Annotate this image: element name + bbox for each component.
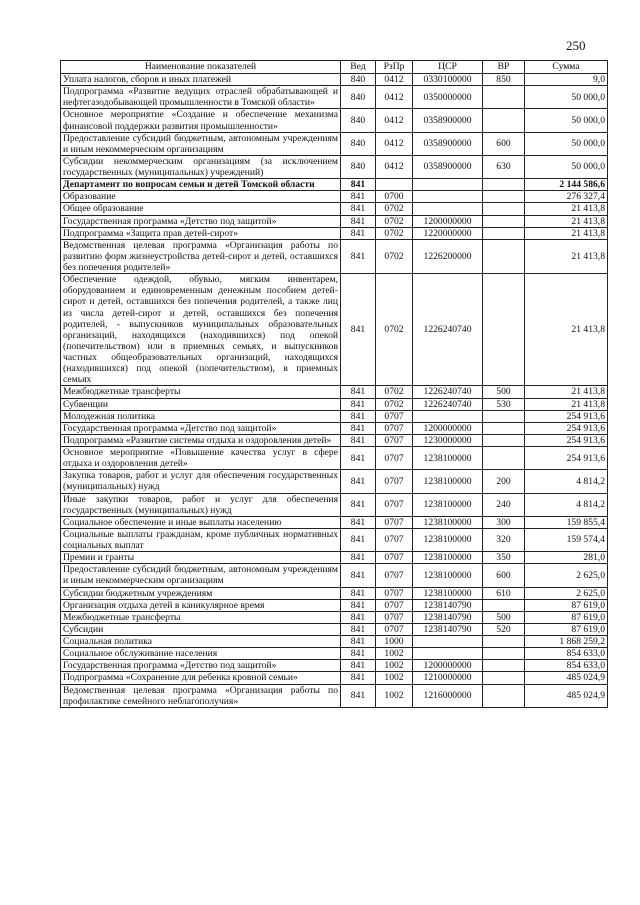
table-row [61, 493, 608, 516]
cell-csr: 1238100000 [413, 447, 483, 470]
cell-ved: 841 [341, 227, 376, 239]
cell-sum: 50 000,0 [525, 132, 608, 155]
cell-ved: 841 [341, 470, 376, 493]
cell-ved: 841 [341, 599, 376, 611]
cell-ved: 841 [341, 434, 376, 446]
table-row [61, 239, 608, 273]
cell-rzpr: 0702 [376, 386, 413, 398]
cell-vr [483, 109, 525, 132]
cell-name: Социальные выплаты гражданам, кроме публичных нормативных социальных выплат [61, 528, 341, 551]
cell-rzpr: 0707 [376, 434, 413, 446]
cell-vr: 500 [483, 386, 525, 398]
cell-ved: 841 [341, 528, 376, 551]
cell-csr [413, 191, 483, 203]
cell-csr: 1226200000 [413, 239, 483, 273]
cell-sum: 2 625,0 [525, 564, 608, 587]
cell-name: Иные закупки товаров, работ и услуг для обеспечения государственных (муниципальных) нужд [61, 493, 341, 516]
table-row [61, 516, 608, 528]
cell-vr [483, 599, 525, 611]
cell-rzpr: 0412 [376, 86, 413, 109]
cell-rzpr: 0702 [376, 203, 413, 215]
cell-csr: 0358900000 [413, 109, 483, 132]
table-row [61, 470, 608, 493]
cell-name: Межбюджетные трансферты [61, 386, 341, 398]
cell-sum: 254 913,6 [525, 434, 608, 446]
table-row [61, 447, 608, 470]
table-row [61, 86, 608, 109]
cell-rzpr: 0707 [376, 516, 413, 528]
cell-name: Субсидии некоммерческим организациям (за исключением государственных (муниципальных) учреждений) [61, 155, 341, 178]
cell-sum: 21 413,8 [525, 203, 608, 215]
cell-name: Государственная программа «Детство под защитой» [61, 422, 341, 434]
cell-sum: 9,0 [525, 74, 608, 86]
cell-vr [483, 636, 525, 648]
cell-sum: 281,0 [525, 552, 608, 564]
cell-ved: 841 [341, 623, 376, 635]
cell-csr: 1226240740 [413, 274, 483, 386]
cell-csr [413, 648, 483, 660]
cell-rzpr: 0707 [376, 587, 413, 599]
cell-ved: 840 [341, 109, 376, 132]
cell-vr: 320 [483, 528, 525, 551]
cell-csr: 1238140790 [413, 623, 483, 635]
table-row [61, 410, 608, 422]
header-vr: ВР [483, 61, 525, 74]
table-row [61, 386, 608, 398]
table-row [61, 74, 608, 86]
table-row [61, 227, 608, 239]
table-row [61, 132, 608, 155]
table-row [61, 552, 608, 564]
table-row [61, 109, 608, 132]
cell-name: Подпрограмма «Сохранение для ребенка кровной семьи» [61, 672, 341, 684]
cell-rzpr: 1002 [376, 660, 413, 672]
cell-name: Социальная политика [61, 636, 341, 648]
cell-rzpr: 0707 [376, 599, 413, 611]
cell-sum: 21 413,8 [525, 274, 608, 386]
cell-vr: 600 [483, 564, 525, 587]
cell-rzpr: 0702 [376, 239, 413, 273]
table-row [61, 434, 608, 446]
cell-vr [483, 434, 525, 446]
header-ved: Вед [341, 61, 376, 74]
cell-sum: 2 625,0 [525, 587, 608, 599]
cell-vr [483, 203, 525, 215]
cell-sum: 21 413,8 [525, 239, 608, 273]
cell-csr [413, 636, 483, 648]
cell-vr [483, 422, 525, 434]
cell-sum: 1 868 259,2 [525, 636, 608, 648]
cell-rzpr: 0412 [376, 74, 413, 86]
cell-name: Организация отдыха детей в каникулярное время [61, 599, 341, 611]
cell-name: Субсидии [61, 623, 341, 635]
cell-sum: 50 000,0 [525, 155, 608, 178]
cell-sum: 87 619,0 [525, 623, 608, 635]
cell-rzpr: 0412 [376, 155, 413, 178]
cell-name: Основное мероприятие «Создание и обеспечение механизма финансовой поддержки развития промышленности» [61, 109, 341, 132]
table-row [61, 191, 608, 203]
cell-sum: 50 000,0 [525, 86, 608, 109]
cell-ved: 841 [341, 587, 376, 599]
cell-vr [483, 274, 525, 386]
table-header-row [61, 61, 608, 74]
cell-sum: 485 024,9 [525, 684, 608, 707]
cell-csr: 0358900000 [413, 132, 483, 155]
cell-rzpr: 0412 [376, 109, 413, 132]
cell-ved: 841 [341, 422, 376, 434]
table-row [61, 648, 608, 660]
cell-rzpr: 0707 [376, 422, 413, 434]
cell-vr [483, 660, 525, 672]
cell-csr [413, 203, 483, 215]
cell-ved: 840 [341, 155, 376, 178]
cell-rzpr: 0707 [376, 447, 413, 470]
cell-rzpr: 0707 [376, 470, 413, 493]
cell-ved: 840 [341, 86, 376, 109]
table-body [61, 74, 608, 708]
cell-vr: 500 [483, 611, 525, 623]
cell-csr: 1238100000 [413, 470, 483, 493]
cell-vr: 350 [483, 552, 525, 564]
cell-name: Подпрограмма «Развитие ведущих отраслей обрабатывающей и нефтегазодобывающей промышленности в Томской области» [61, 86, 341, 109]
table-row [61, 672, 608, 684]
cell-sum: 276 327,4 [525, 191, 608, 203]
cell-rzpr: 0412 [376, 132, 413, 155]
cell-rzpr: 0707 [376, 623, 413, 635]
cell-sum: 21 413,8 [525, 386, 608, 398]
cell-csr: 0330100000 [413, 74, 483, 86]
budget-table [60, 60, 608, 708]
cell-csr: 1238100000 [413, 493, 483, 516]
cell-ved: 841 [341, 516, 376, 528]
cell-vr [483, 215, 525, 227]
cell-ved: 841 [341, 239, 376, 273]
cell-vr [483, 672, 525, 684]
cell-vr: 520 [483, 623, 525, 635]
cell-vr: 200 [483, 470, 525, 493]
cell-vr [483, 227, 525, 239]
cell-name: Государственная программа «Детство под защитой» [61, 660, 341, 672]
table-row [61, 564, 608, 587]
cell-sum: 159 855,4 [525, 516, 608, 528]
table-row [61, 684, 608, 707]
header-csr: ЦСР [413, 61, 483, 74]
cell-ved: 841 [341, 552, 376, 564]
cell-csr: 1216000000 [413, 684, 483, 707]
cell-vr [483, 239, 525, 273]
cell-name: Уплата налогов, сборов и иных платежей [61, 74, 341, 86]
cell-sum: 87 619,0 [525, 599, 608, 611]
cell-name: Ведомственная целевая программа «Организация работы по профилактике семейного неблагополучия» [61, 684, 341, 707]
cell-rzpr: 1002 [376, 648, 413, 660]
cell-csr: 1238100000 [413, 587, 483, 599]
cell-name: Закупка товаров, работ и услуг для обеспечения государственных (муниципальных) нужд [61, 470, 341, 493]
cell-sum: 50 000,0 [525, 109, 608, 132]
cell-csr: 1238100000 [413, 528, 483, 551]
cell-ved: 841 [341, 410, 376, 422]
cell-ved: 841 [341, 672, 376, 684]
table-row [61, 422, 608, 434]
cell-ved: 841 [341, 398, 376, 410]
page-number: 250 [566, 38, 586, 53]
cell-vr: 850 [483, 74, 525, 86]
cell-name: Общее образование [61, 203, 341, 215]
cell-ved: 841 [341, 564, 376, 587]
cell-rzpr: 1002 [376, 672, 413, 684]
cell-rzpr: 0702 [376, 398, 413, 410]
cell-rzpr: 0707 [376, 552, 413, 564]
cell-ved: 841 [341, 179, 376, 191]
cell-sum: 4 814,2 [525, 493, 608, 516]
cell-ved: 841 [341, 660, 376, 672]
cell-sum: 485 024,9 [525, 672, 608, 684]
cell-sum: 854 633,0 [525, 648, 608, 660]
header-rzpr: РзПр [376, 61, 413, 74]
cell-vr: 600 [483, 132, 525, 155]
cell-ved: 841 [341, 684, 376, 707]
header-sum: Сумма [525, 61, 608, 74]
cell-name: Подпрограмма «Развитие системы отдыха и оздоровления детей» [61, 434, 341, 446]
cell-name: Предоставление субсидий бюджетным, автономным учреждениям и иным некоммерческим организациям [61, 564, 341, 587]
table-row [61, 636, 608, 648]
cell-csr: 0350000000 [413, 86, 483, 109]
cell-ved: 841 [341, 191, 376, 203]
cell-rzpr: 1000 [376, 636, 413, 648]
cell-name: Социальное обслуживание населения [61, 648, 341, 660]
table-row [61, 528, 608, 551]
cell-rzpr: 0707 [376, 611, 413, 623]
cell-name: Социальное обеспечение и иные выплаты населению [61, 516, 341, 528]
cell-ved: 841 [341, 493, 376, 516]
cell-sum: 4 814,2 [525, 470, 608, 493]
cell-csr: 1238100000 [413, 516, 483, 528]
cell-csr: 1230000000 [413, 434, 483, 446]
cell-rzpr [376, 179, 413, 191]
cell-csr: 1238140790 [413, 611, 483, 623]
cell-name: Межбюджетные трансферты [61, 611, 341, 623]
table-row [61, 660, 608, 672]
cell-name: Обеспечение одеждой, обувью, мягким инвентарем, оборудованием и единовременным денежным пособием детей-сирот и детей, оставшихся без попечения родителей, а также лиц из числа детей-сирот и детей, оставшихся без попечения родителей, - выпускников муниципальных образовательных организаций, находящихся (находившихся) под опекой (попечительством) или в приемных семьях, и выпускников частных общеобразовательных организаций, находящихся (находившихся) под опекой (попечительством), в приемных семьях [61, 274, 341, 386]
cell-vr [483, 684, 525, 707]
cell-csr: 0358900000 [413, 155, 483, 178]
cell-ved: 841 [341, 611, 376, 623]
cell-sum: 2 144 586,6 [525, 179, 608, 191]
cell-name: Субсидии бюджетным учреждениям [61, 587, 341, 599]
header-name: Наименование показателей [61, 61, 341, 74]
cell-sum: 87 619,0 [525, 611, 608, 623]
cell-sum: 854 633,0 [525, 660, 608, 672]
cell-rzpr: 0702 [376, 274, 413, 386]
cell-ved: 841 [341, 203, 376, 215]
cell-csr: 1226240740 [413, 386, 483, 398]
cell-ved: 840 [341, 74, 376, 86]
cell-rzpr: 0707 [376, 564, 413, 587]
cell-sum: 254 913,6 [525, 422, 608, 434]
cell-csr: 1226240740 [413, 398, 483, 410]
cell-name: Премии и гранты [61, 552, 341, 564]
table-row [61, 599, 608, 611]
cell-vr: 300 [483, 516, 525, 528]
table-row [61, 623, 608, 635]
table-row [61, 155, 608, 178]
cell-csr: 1200000000 [413, 660, 483, 672]
cell-vr: 630 [483, 155, 525, 178]
cell-ved: 840 [341, 132, 376, 155]
cell-name: Основное мероприятие «Повышение качества услуг в сфере отдыха и оздоровления детей» [61, 447, 341, 470]
cell-sum: 21 413,8 [525, 398, 608, 410]
cell-rzpr: 1002 [376, 684, 413, 707]
cell-name: Субвенции [61, 398, 341, 410]
cell-sum: 159 574,4 [525, 528, 608, 551]
cell-vr [483, 191, 525, 203]
cell-rzpr: 0707 [376, 528, 413, 551]
cell-vr [483, 648, 525, 660]
table-row [61, 587, 608, 599]
cell-vr [483, 179, 525, 191]
cell-ved: 841 [341, 274, 376, 386]
cell-name: Молодежная политика [61, 410, 341, 422]
cell-csr: 1200000000 [413, 215, 483, 227]
cell-name: Департамент по вопросам семьи и детей Томской области [61, 179, 341, 191]
cell-sum: 254 913,6 [525, 447, 608, 470]
cell-csr [413, 410, 483, 422]
cell-vr [483, 410, 525, 422]
cell-vr: 240 [483, 493, 525, 516]
cell-sum: 254 913,6 [525, 410, 608, 422]
cell-name: Подпрограмма «Защита прав детей-сирот» [61, 227, 341, 239]
table-row [61, 179, 608, 191]
cell-sum: 21 413,8 [525, 215, 608, 227]
cell-sum: 21 413,8 [525, 227, 608, 239]
cell-name: Ведомственная целевая программа «Организация работы по развитию форм жизнеустройства детей-сирот и детей, оставшихся без попечения родителей» [61, 239, 341, 273]
cell-rzpr: 0702 [376, 227, 413, 239]
cell-csr: 1238100000 [413, 564, 483, 587]
cell-vr: 530 [483, 398, 525, 410]
cell-csr: 1210000000 [413, 672, 483, 684]
cell-ved: 841 [341, 636, 376, 648]
cell-name: Образование [61, 191, 341, 203]
table-row [61, 611, 608, 623]
cell-vr [483, 447, 525, 470]
cell-rzpr: 0702 [376, 215, 413, 227]
cell-csr [413, 179, 483, 191]
cell-ved: 841 [341, 648, 376, 660]
table-row [61, 398, 608, 410]
cell-rzpr: 0707 [376, 493, 413, 516]
cell-vr: 610 [483, 587, 525, 599]
table-row [61, 203, 608, 215]
cell-ved: 841 [341, 215, 376, 227]
cell-name: Предоставление субсидий бюджетным, автономным учреждениям и иным некоммерческим организациям [61, 132, 341, 155]
cell-rzpr: 0707 [376, 410, 413, 422]
cell-csr: 1220000000 [413, 227, 483, 239]
cell-ved: 841 [341, 386, 376, 398]
cell-name: Государственная программа «Детство под защитой» [61, 215, 341, 227]
cell-vr [483, 86, 525, 109]
cell-csr: 1238100000 [413, 552, 483, 564]
cell-ved: 841 [341, 447, 376, 470]
table-row [61, 274, 608, 386]
cell-csr: 1238140790 [413, 599, 483, 611]
cell-rzpr: 0700 [376, 191, 413, 203]
table-row [61, 215, 608, 227]
cell-csr: 1200000000 [413, 422, 483, 434]
